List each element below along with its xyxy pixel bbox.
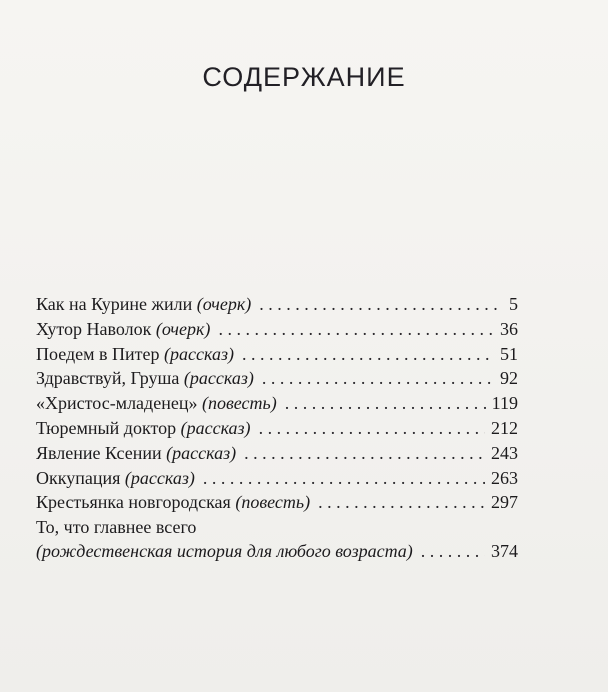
toc-entry-page: 92 [500, 368, 518, 389]
toc-entry-title: Как на Курине жили [36, 294, 193, 314]
toc-entry-page: 5 [509, 294, 518, 314]
toc-entry-label [36, 490, 310, 514]
toc-entry-genre: (рассказ) [166, 442, 237, 463]
dot-leader [262, 366, 494, 390]
toc-entry-page: 243 [491, 442, 518, 463]
toc-entry [36, 441, 518, 465]
dot-leader [242, 342, 494, 366]
dot-leader [421, 539, 485, 563]
toc-entry [36, 490, 518, 514]
toc-entry-page: 263 [491, 467, 518, 488]
dot-leader [285, 391, 486, 415]
toc-entry-title: То, что главнее всего [36, 517, 197, 538]
toc-entry-page: 297 [491, 492, 518, 513]
toc-entry-genre: (очерк) [155, 318, 211, 339]
toc-entry-page: 36 [500, 318, 518, 339]
toc-entry [36, 515, 518, 563]
toc-entry-title: Поедем в Питер [36, 343, 160, 364]
toc-entry-title: Крестьянка новгородская [36, 492, 231, 513]
toc-entry-title: Явление Ксении [36, 442, 162, 463]
toc-entry-genre: (рассказ) [164, 343, 234, 364]
toc-entry-title: Хутор Наволок [36, 318, 152, 339]
toc-entry-genre: (рождественская история для любого возраста) [36, 541, 413, 562]
toc-entry-page: 119 [491, 393, 518, 414]
toc-entry-label [36, 292, 251, 316]
toc-entry [36, 391, 518, 415]
toc-entry-page: 212 [491, 417, 518, 438]
dot-leader [318, 490, 485, 514]
toc-entry-genre: (рассказ) [183, 368, 254, 389]
toc-entry-genre: (очерк) [196, 294, 252, 314]
dot-leader [218, 317, 494, 341]
toc-entry-genre: (повесть) [201, 393, 277, 414]
toc-entry-page: 51 [500, 343, 518, 364]
toc-entry [36, 292, 518, 316]
toc-entry-label [36, 317, 210, 341]
toc-entry-label [36, 366, 254, 390]
toc-entry-label [36, 441, 236, 465]
dot-leader [203, 466, 485, 490]
page-title: СОДЕРЖАНИЕ [202, 62, 406, 92]
toc-entry-page: 374 [491, 541, 518, 562]
toc-entry [36, 342, 518, 366]
toc-entry-title: Оккупация [36, 467, 121, 488]
toc-entry-label [36, 391, 277, 415]
toc-entry-genre: (рассказ) [180, 417, 251, 438]
dot-leader [259, 292, 503, 316]
toc-entry-label [36, 466, 195, 490]
dot-leader [259, 416, 485, 440]
toc-entry-title: «Христос-младенец» [36, 393, 198, 414]
table-of-contents [36, 292, 518, 564]
toc-entry-label [36, 416, 251, 440]
toc-entry-title: Тюремный доктор [36, 417, 177, 438]
dot-leader [244, 441, 485, 465]
toc-entry-genre: (повесть) [235, 492, 311, 513]
toc-entry [36, 366, 518, 390]
toc-entry-second-line [36, 539, 518, 563]
toc-entry [36, 416, 518, 440]
toc-entry-genre: (рассказ) [124, 467, 195, 488]
toc-entry-title: Здравствуй, Груша [36, 368, 180, 389]
toc-entry [36, 466, 518, 490]
toc-entry [36, 317, 518, 341]
toc-entry-label [36, 342, 234, 366]
